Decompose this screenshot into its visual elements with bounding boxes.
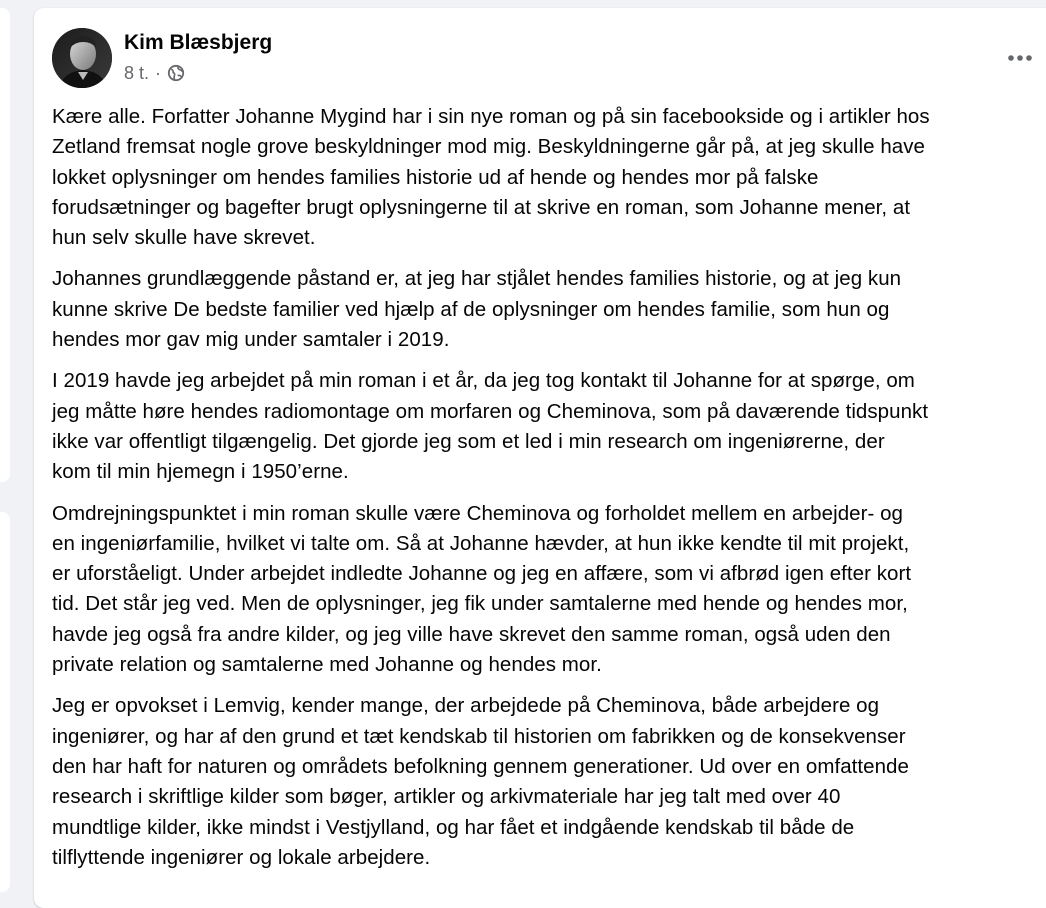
post-paragraph [52,366,1042,487]
paragraph-line: hendes mor gav mig under samtaler i 2019. [52,328,450,352]
post-paragraph [52,691,1042,873]
author-avatar[interactable] [52,28,112,88]
more-options-icon [1007,54,1033,62]
more-options-button[interactable] [1000,38,1040,78]
post-text [52,102,1042,884]
paragraph-line: lokket oplysninger om hendes families historie ud af hende og hendes mor på falske [52,165,819,189]
adjacent-card [0,8,10,482]
paragraph-line: kom til min hjemegn i 1950’erne. [52,460,349,484]
meta-separator: · [155,63,162,83]
paragraph-line: I 2019 havde jeg arbejdet på min roman i et år, da jeg tog kontakt til Johanne for at spørge, om [52,369,915,393]
paragraph-line: Jeg er opvokset i Lemvig, kender mange, der arbejdede på Cheminova, både arbejdere og [52,694,880,718]
profile-photo [52,28,112,88]
paragraph-line: Zetland fremsat nogle grove beskyldninger mod mig. Beskyldningerne går på, at jeg skulle have [52,135,925,159]
paragraph-line: research i skriftlige kilder som bøger, artikler og arkivmateriale har jeg talt med over 40 [52,785,841,809]
paragraph-line: ingeniører, og har af den grund et tæt kendskab til historien om fabrikken og de konsekvenser [52,724,906,748]
paragraph-line: er uforståeligt. Under arbejdet indledte Johanne og jeg en affære, som vi afbrød igen efter kort [52,562,912,586]
paragraph-line: hun selv skulle have skrevet. [52,226,316,250]
paragraph-line: mundtlige kilder, ikke mindst i Vestjylland, og har fået et indgående kendskab til både de [52,815,855,839]
paragraph-line: kunne skrive De bedste familier ved hjælp af de oplysninger om hendes familie, som hun og [52,297,890,321]
paragraph-line: havde jeg også fra andre kilder, og jeg ville have skrevet den samme roman, også uden den [52,622,891,646]
post-timestamp[interactable]: 8 t. [124,63,150,83]
paragraph-line: Omdrejningspunktet i min roman skulle være Cheminova og forholdet mellem en arbejder- og [52,501,903,525]
post-card [34,8,1046,908]
adjacent-card [0,512,10,892]
paragraph-line: ikke var offentligt tilgængelig. Det gjorde jeg som et led i min research om ingeniørerne, der [52,429,885,453]
author-name[interactable]: Kim Blæsbjerg [124,31,273,54]
post-paragraph [52,499,1042,681]
globe-icon[interactable] [167,64,185,82]
post-meta [124,61,185,85]
post-paragraph [52,264,1042,355]
paragraph-line: en ingeniørfamilie, hvilket vi talte om. Så at Johanne hævder, at hun ikke kendte til mit projekt, [52,531,910,555]
paragraph-line: tid. Det står jeg ved. Men de oplysninger, jeg fik under samtalerne med hende og hendes mor, [52,592,908,616]
paragraph-line: Johannes grundlæggende påstand er, at jeg har stjålet hendes families historie, og at jeg kun [52,267,902,291]
paragraph-line: forudsætninger og bagefter brugt oplysningerne til at skrive en roman, som Johanne mener, at [52,195,911,219]
paragraph-line: Kære alle. Forfatter Johanne Mygind har i sin nye roman og på sin facebookside og i artikler hos [52,105,930,128]
post-paragraph [52,102,1042,253]
paragraph-line: den har haft for naturen og områdets befolkning gennem generationer. Ud over en omfattende [52,754,909,778]
paragraph-line: jeg måtte høre hendes radiomontage om morfaren og Cheminova, som på daværende tidspunkt [52,399,929,423]
paragraph-line: tilflyttende ingeniører og lokale arbejdere. [52,845,431,869]
paragraph-line: private relation og samtalerne med Johanne og hendes mor. [52,653,602,677]
